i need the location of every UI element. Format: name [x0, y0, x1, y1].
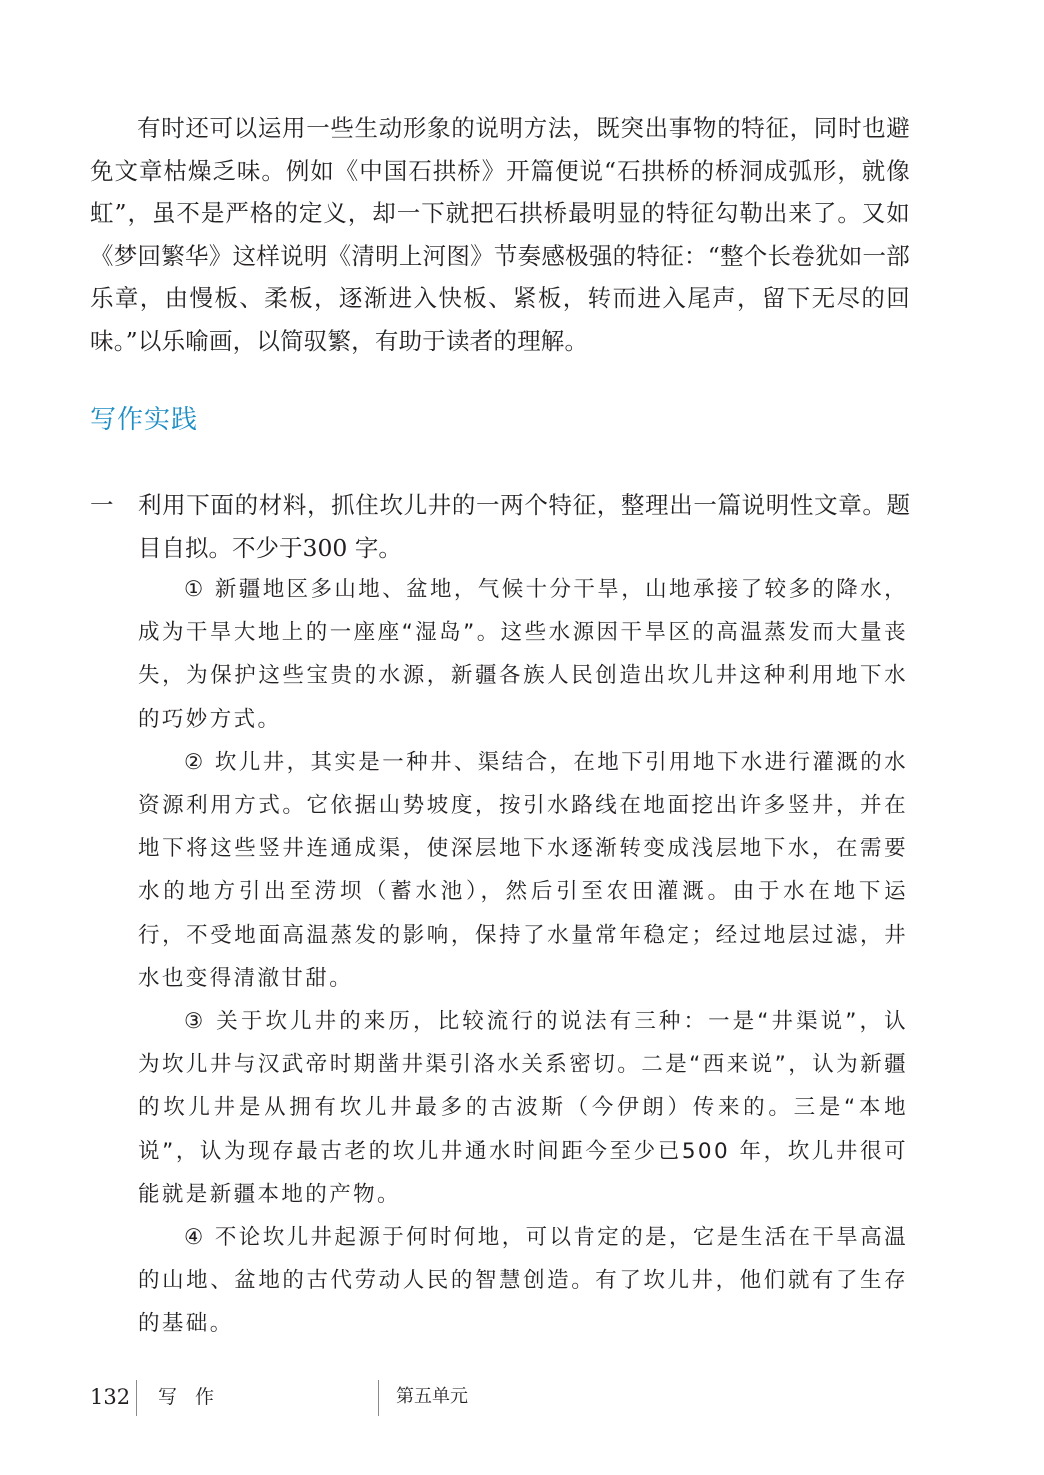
footer-divider: [136, 1380, 137, 1416]
footer-section-name: 写 作: [158, 1386, 221, 1408]
section-heading: 写作实践: [90, 405, 199, 435]
footer-unit-name: 第五单元: [396, 1386, 468, 1407]
writing-task: [90, 484, 910, 569]
footer-divider: [378, 1380, 379, 1416]
page-number: 132: [90, 1385, 131, 1409]
material-item: ① 新疆地区多山地、盆地，气候十分干旱，山地承接了较多的降水，成为干旱大地上的一座座“湿岛”。这些水源因干旱区的高温蒸发而大量丧失，为保护这些宝贵的水源，新疆各族人民创造出坎儿井这种利用地下水的巧妙方式。: [138, 577, 909, 732]
material-item: ④ 不论坎儿井起源于何时何地，可以肯定的是，它是生活在干旱高温的山地、盆地的古代劳动人民的智慧创造。有了坎儿井，他们就有了生存的基础。: [138, 1225, 909, 1337]
task-instruction: 利用下面的材料，抓住坎儿井的一两个特征，整理出一篇说明性文章。题目自拟。不少于300 字。: [138, 491, 910, 562]
task-number: 一: [90, 491, 114, 519]
material-item: ② 坎儿井，其实是一种井、渠结合，在地下引用地下水进行灌溉的水资源利用方式。它依据山势坡度，按引水路线在地面挖出许多竖井，并在地下将这些竖井连通成渠，使深层地下水逐渐转变成浅层地下水，在需要水的地方引出至涝坝（蓄水池），然后引至农田灌溉。由于水在地下运行，不受地面高温蒸发的影响，保持了水量常年稳定；经过地层过滤，井水也变得清澈甘甜。: [138, 749, 909, 991]
material-list: [138, 568, 908, 1346]
intro-paragraph: 有时还可以运用一些生动形象的说明方法，既突出事物的特征，同时也避免文章枯燥乏味。例如《中国石拱桥》开篇便说“石拱桥的桥洞成弧形，就像虹”，虽不是严格的定义，却一下就把石拱桥最明显的特征勾勒出来了。又如《梦回繁华》这样说明《清明上河图》节奏感极强的特征：“整个长卷犹如一部乐章，由慢板、柔板，逐渐进入快板、紧板，转而进入尾声，留下无尽的回味。”以乐喻画，以简驭繁，有助于读者的理解。: [90, 114, 910, 355]
page-footer: [0, 1380, 1044, 1420]
material-item: ③ 关于坎儿井的来历，比较流行的说法有三种：一是“井渠说”，认为坎儿井与汉武帝时期凿井渠引洛水关系密切。二是“西来说”，认为新疆的坎儿井是从拥有坎儿井最多的古波斯（今伊朗）传来的。三是“本地说”，认为现存最古老的坎儿井通水时间距今至少已500 年，坎儿井很可能就是新疆本地的产物。: [138, 1009, 908, 1207]
